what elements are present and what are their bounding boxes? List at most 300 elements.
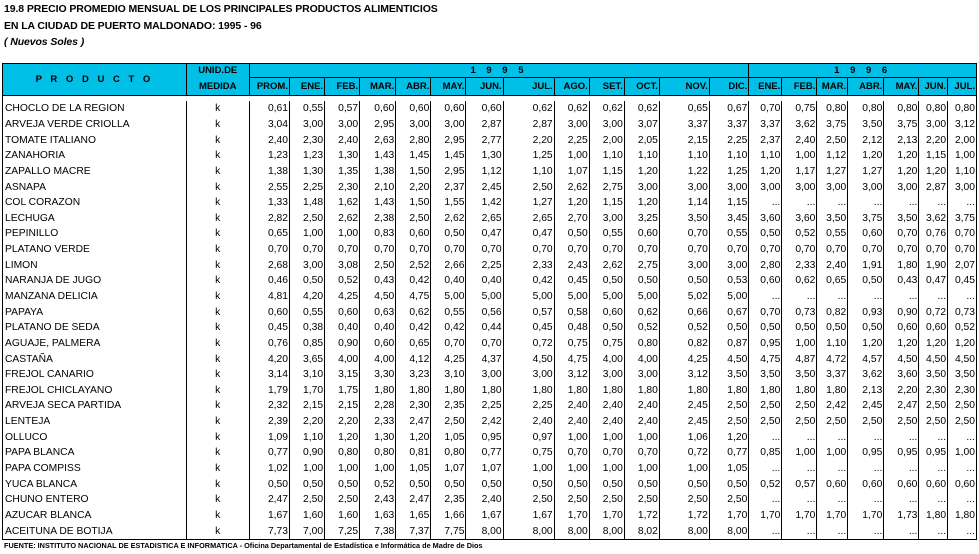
price-cell: 0,52	[360, 476, 396, 492]
product-name: ARVEJA VERDE CRIOLLA	[3, 117, 187, 133]
price-cell: 0,50	[624, 476, 659, 492]
price-cell: 3,00	[289, 117, 324, 133]
price-cell: 0,57	[325, 101, 360, 117]
price-cell: 2,75	[589, 179, 624, 195]
price-cell: 2,30	[325, 179, 360, 195]
price-cell: 3,00	[709, 179, 749, 195]
price-cell: 2,50	[919, 414, 948, 430]
price-cell: 0,62	[589, 101, 624, 117]
price-cell: ...	[948, 492, 977, 508]
producto-header: P R O D U C T O	[3, 64, 187, 96]
year-1995-header: 1 9 9 5	[249, 64, 749, 78]
price-cell: 0,50	[749, 226, 782, 242]
price-cell: 2,32	[249, 398, 289, 414]
price-cell: 0,43	[884, 273, 919, 289]
price-cell: 0,52	[659, 320, 709, 336]
product-name: PAPAYA	[3, 304, 187, 320]
price-cell: 0,43	[360, 273, 396, 289]
price-cell: 0,70	[466, 336, 503, 352]
price-cell: 7,25	[325, 523, 360, 539]
price-cell: 3,00	[749, 179, 782, 195]
price-cell: 0,40	[325, 320, 360, 336]
price-cell: 1,00	[554, 148, 589, 164]
price-cell: ...	[884, 461, 919, 477]
month-header-1995: ABR.	[396, 78, 431, 96]
price-cell: 2,40	[554, 398, 589, 414]
price-cell: 1,60	[325, 508, 360, 524]
price-cell: 0,50	[659, 273, 709, 289]
price-cell: 0,70	[249, 242, 289, 258]
price-cell: 0,55	[817, 226, 848, 242]
price-cell: 0,72	[503, 336, 554, 352]
unit-cell: k	[186, 351, 249, 367]
price-cell: 2,07	[948, 257, 977, 273]
price-cell: 3,62	[782, 117, 817, 133]
product-name: PAPA BLANCA	[3, 445, 187, 461]
price-cell: 0,62	[624, 101, 659, 117]
price-cell: 0,95	[919, 445, 948, 461]
price-cell: 0,95	[884, 445, 919, 461]
price-cell: 0,53	[709, 273, 749, 289]
price-cell: ...	[749, 461, 782, 477]
unit-cell: k	[186, 242, 249, 258]
month-header-1995: AGO.	[554, 78, 589, 96]
price-cell: 1,07	[466, 461, 503, 477]
price-cell: 1,00	[503, 461, 554, 477]
price-cell: 8,00	[503, 523, 554, 539]
table-row	[3, 445, 977, 461]
price-cell: 1,02	[249, 461, 289, 477]
price-cell: ...	[919, 461, 948, 477]
price-cell: 0,50	[289, 476, 324, 492]
price-cell: 3,00	[554, 117, 589, 133]
price-cell: 0,70	[589, 242, 624, 258]
price-cell: 0,67	[709, 101, 749, 117]
price-cell: ...	[919, 523, 948, 539]
price-cell: 1,23	[249, 148, 289, 164]
table-row	[3, 210, 977, 226]
price-cell: 4,75	[749, 351, 782, 367]
price-cell: 1,90	[919, 257, 948, 273]
price-cell: 0,50	[325, 476, 360, 492]
price-cell: 1,38	[249, 164, 289, 180]
product-name: LECHUGA	[3, 210, 187, 226]
price-cell: 2,62	[431, 210, 466, 226]
price-cell: 1,33	[249, 195, 289, 211]
price-cell: 0,60	[325, 304, 360, 320]
price-cell: 2,20	[884, 383, 919, 399]
price-cell: 0,76	[249, 336, 289, 352]
price-cell: 2,50	[782, 414, 817, 430]
price-cell: 3,00	[503, 367, 554, 383]
price-cell: 0,50	[554, 476, 589, 492]
price-cell: ...	[948, 461, 977, 477]
price-cell: 0,80	[919, 101, 948, 117]
price-cell: 0,62	[554, 101, 589, 117]
price-cell: 0,50	[709, 320, 749, 336]
month-header-1995: OCT.	[624, 78, 659, 96]
price-cell: 0,63	[360, 304, 396, 320]
price-cell: 1,80	[659, 383, 709, 399]
price-cell: 0,58	[554, 304, 589, 320]
price-cell: 3,10	[289, 367, 324, 383]
price-cell: ...	[848, 523, 884, 539]
price-cell: 0,65	[659, 101, 709, 117]
price-cell: 2,55	[249, 179, 289, 195]
price-cell: 2,47	[884, 398, 919, 414]
price-cell: 0,60	[749, 273, 782, 289]
price-cell: 8,00	[554, 523, 589, 539]
price-cell: 3,10	[431, 367, 466, 383]
price-cell: 8,00	[709, 523, 749, 539]
price-cell: ...	[919, 195, 948, 211]
price-cell: 2,75	[624, 257, 659, 273]
price-cell: 0,50	[659, 476, 709, 492]
price-cell: 1,45	[396, 148, 431, 164]
price-cell: 2,50	[589, 492, 624, 508]
price-cell: 1,15	[589, 164, 624, 180]
price-cell: 1,00	[289, 461, 324, 477]
month-header-1995: NOV.	[659, 78, 709, 96]
unit-cell: k	[186, 523, 249, 539]
price-cell: 1,30	[360, 429, 396, 445]
price-cell: 0,82	[659, 336, 709, 352]
price-cell: 1,80	[503, 383, 554, 399]
price-cell: ...	[919, 429, 948, 445]
price-cell: 2,65	[466, 210, 503, 226]
price-cell: 0,70	[709, 242, 749, 258]
price-cell: 1,70	[817, 508, 848, 524]
price-cell: 0,75	[554, 336, 589, 352]
price-cell: 4,50	[709, 351, 749, 367]
price-cell: 1,00	[948, 445, 977, 461]
price-cell: 2,33	[782, 257, 817, 273]
table-row	[3, 148, 977, 164]
price-cell: 2,42	[817, 398, 848, 414]
price-cell: 0,40	[360, 320, 396, 336]
price-cell: 4,37	[466, 351, 503, 367]
price-cell: 3,37	[709, 117, 749, 133]
table-row	[3, 101, 977, 117]
unit-cell: k	[186, 195, 249, 211]
price-cell: 2,82	[249, 210, 289, 226]
price-cell: 1,05	[396, 461, 431, 477]
price-cell: 1,25	[503, 148, 554, 164]
product-name: MANZANA DELICIA	[3, 289, 187, 305]
price-cell: 5,00	[624, 289, 659, 305]
price-cell: 1,00	[782, 148, 817, 164]
price-cell: 1,65	[396, 508, 431, 524]
table-row	[3, 164, 977, 180]
price-cell: 2,50	[709, 414, 749, 430]
price-cell: 3,00	[466, 367, 503, 383]
product-name: FREJOL CHICLAYANO	[3, 383, 187, 399]
price-cell: 5,00	[466, 289, 503, 305]
price-cell: ...	[948, 195, 977, 211]
price-cell: 1,35	[325, 164, 360, 180]
month-header-1996: JUL.	[948, 78, 977, 96]
price-cell: 1,42	[466, 195, 503, 211]
price-cell: 0,67	[709, 304, 749, 320]
product-name: ARVEJA SECA PARTIDA	[3, 398, 187, 414]
price-cell: 2,40	[589, 414, 624, 430]
unit-cell: k	[186, 117, 249, 133]
price-cell: 2,50	[848, 414, 884, 430]
price-cell: ...	[817, 461, 848, 477]
price-cell: 0,60	[919, 476, 948, 492]
unit-cell: k	[186, 476, 249, 492]
price-cell: ...	[948, 523, 977, 539]
price-cell: 0,60	[948, 476, 977, 492]
price-cell: 0,42	[396, 320, 431, 336]
price-cell: 0,82	[817, 304, 848, 320]
price-cell: 0,60	[396, 101, 431, 117]
price-cell: 3,30	[360, 367, 396, 383]
price-cell: 2,50	[659, 492, 709, 508]
price-cell: 1,43	[360, 148, 396, 164]
price-cell: 2,30	[948, 383, 977, 399]
price-cell: 1,07	[554, 164, 589, 180]
price-cell: 0,60	[919, 320, 948, 336]
price-cell: 1,70	[848, 508, 884, 524]
price-cell: 0,42	[396, 273, 431, 289]
price-cell: ...	[817, 289, 848, 305]
price-cell: 5,02	[659, 289, 709, 305]
price-cell: 1,09	[249, 429, 289, 445]
price-cell: 0,50	[249, 476, 289, 492]
price-cell: 0,38	[289, 320, 324, 336]
price-cell: 0,60	[396, 226, 431, 242]
price-cell: 4,25	[325, 289, 360, 305]
price-cell: 2,40	[589, 398, 624, 414]
price-cell: 2,47	[396, 414, 431, 430]
price-cell: 0,50	[431, 226, 466, 242]
price-cell: ...	[817, 429, 848, 445]
price-cell: 2,63	[360, 132, 396, 148]
price-cell: 0,52	[948, 320, 977, 336]
product-name: ZANAHORIA	[3, 148, 187, 164]
price-cell: 4,50	[884, 351, 919, 367]
price-cell: 2,20	[289, 414, 324, 430]
price-cell: 0,50	[782, 320, 817, 336]
price-cell: 2,52	[396, 257, 431, 273]
price-cell: 0,40	[431, 273, 466, 289]
price-cell: 3,50	[709, 367, 749, 383]
price-cell: 3,65	[289, 351, 324, 367]
price-cell: 0,70	[589, 445, 624, 461]
price-cell: 0,57	[503, 304, 554, 320]
table-row	[3, 476, 977, 492]
price-cell: 1,50	[396, 164, 431, 180]
price-cell: 0,90	[884, 304, 919, 320]
price-cell: 2,33	[503, 257, 554, 273]
price-cell: 2,45	[466, 179, 503, 195]
price-cell: 1,30	[466, 148, 503, 164]
price-cell: ...	[817, 492, 848, 508]
price-cell: 0,70	[624, 445, 659, 461]
price-cell: 0,55	[289, 304, 324, 320]
price-cell: 0,80	[848, 101, 884, 117]
price-cell: 1,27	[848, 164, 884, 180]
table-row	[3, 132, 977, 148]
price-cell: 0,70	[948, 242, 977, 258]
price-cell: 3,00	[325, 117, 360, 133]
unit-cell: k	[186, 336, 249, 352]
price-cell: 0,70	[659, 226, 709, 242]
price-cell: 4,81	[249, 289, 289, 305]
price-cell: 0,70	[919, 242, 948, 258]
month-header-1995: SET.	[589, 78, 624, 96]
price-cell: 3,25	[624, 210, 659, 226]
price-cell: 0,52	[749, 476, 782, 492]
source-note: FUENTE: INSTITUTO NACIONAL DE ESTADISTICA E INFORMATICA - Oficina Departamental de Estadística e Informática de Madre de Dios	[4, 541, 483, 550]
price-cell: ...	[782, 429, 817, 445]
price-cell: 2,25	[503, 398, 554, 414]
price-cell: 1,00	[589, 461, 624, 477]
price-cell: 1,75	[325, 383, 360, 399]
price-cell: 0,55	[589, 226, 624, 242]
price-cell: 2,13	[884, 132, 919, 148]
month-header-1995: JUL.	[503, 78, 554, 96]
price-cell: 1,17	[782, 164, 817, 180]
price-cell: 0,70	[325, 242, 360, 258]
price-cell: 0,62	[503, 101, 554, 117]
price-cell: ...	[884, 289, 919, 305]
price-cell: 1,00	[948, 148, 977, 164]
price-cell: 8,00	[659, 523, 709, 539]
price-cell: 0,80	[325, 445, 360, 461]
unit-cell: k	[186, 148, 249, 164]
price-cell: 1,15	[919, 148, 948, 164]
price-cell: 3,45	[709, 210, 749, 226]
month-header-1995: FEB.	[325, 78, 360, 96]
price-cell: 0,70	[848, 242, 884, 258]
price-cell: 0,56	[466, 304, 503, 320]
price-cell: 2,45	[848, 398, 884, 414]
price-cell: 2,30	[289, 132, 324, 148]
price-cell: 1,48	[289, 195, 324, 211]
price-cell: 1,23	[289, 148, 324, 164]
price-cell: 0,42	[431, 320, 466, 336]
price-cell: 0,50	[589, 273, 624, 289]
unit-cell: k	[186, 164, 249, 180]
price-cell: ...	[948, 289, 977, 305]
product-name: FREJOL CANARIO	[3, 367, 187, 383]
price-cell: 0,95	[466, 429, 503, 445]
price-cell: 0,80	[431, 445, 466, 461]
price-cell: 3,50	[884, 210, 919, 226]
unit-cell: k	[186, 367, 249, 383]
price-cell: 3,60	[749, 210, 782, 226]
price-cell: 1,00	[624, 429, 659, 445]
price-cell: 2,66	[431, 257, 466, 273]
price-cell: 1,27	[817, 164, 848, 180]
price-cell: 5,00	[503, 289, 554, 305]
price-cell: 4,20	[249, 351, 289, 367]
table-row	[3, 320, 977, 336]
price-cell: 2,20	[396, 179, 431, 195]
table-row	[3, 289, 977, 305]
price-cell: 4,00	[589, 351, 624, 367]
price-cell: 2,20	[325, 414, 360, 430]
price-cell: 0,50	[503, 476, 554, 492]
price-cell: 1,10	[709, 148, 749, 164]
price-cell: 1,80	[919, 508, 948, 524]
price-cell: 0,55	[289, 101, 324, 117]
price-cell: 2,50	[948, 398, 977, 414]
price-cell: 0,47	[503, 226, 554, 242]
month-header-1996: FEB.	[782, 78, 817, 96]
price-cell: 0,62	[782, 273, 817, 289]
price-cell: 1,12	[466, 164, 503, 180]
price-cell: 4,25	[659, 351, 709, 367]
price-cell: 2,70	[554, 210, 589, 226]
unit-cell: k	[186, 132, 249, 148]
table-row	[3, 117, 977, 133]
table-row	[3, 304, 977, 320]
price-cell: 3,12	[948, 117, 977, 133]
price-cell: 1,20	[848, 148, 884, 164]
price-cell: 3,00	[659, 179, 709, 195]
price-cell: 3,00	[884, 179, 919, 195]
price-cell: 0,95	[848, 445, 884, 461]
price-cell: 2,62	[589, 257, 624, 273]
unit-cell: k	[186, 101, 249, 117]
price-cell: 3,60	[884, 367, 919, 383]
price-cell: 2,20	[503, 132, 554, 148]
price-cell: 3,00	[289, 257, 324, 273]
price-cell: 0,60	[848, 476, 884, 492]
price-cell: 2,50	[709, 398, 749, 414]
price-cell: 7,00	[289, 523, 324, 539]
price-cell: 3,15	[325, 367, 360, 383]
table-subtitle: EN LA CIUDAD DE PUERTO MALDONADO: 1995 - 96	[4, 20, 262, 32]
price-cell: 1,10	[624, 148, 659, 164]
month-header-1996: ABR.	[848, 78, 884, 96]
table-row	[3, 195, 977, 211]
price-cell: 0,50	[289, 273, 324, 289]
unit-cell: k	[186, 320, 249, 336]
price-cell: 0,60	[589, 304, 624, 320]
price-cell: 1,80	[709, 383, 749, 399]
price-cell: 2,68	[249, 257, 289, 273]
price-cell: 1,67	[466, 508, 503, 524]
price-cell: 1,80	[431, 383, 466, 399]
price-cell: 3,12	[659, 367, 709, 383]
price-cell: 0,60	[817, 476, 848, 492]
price-cell: 2,05	[624, 132, 659, 148]
price-cell: 0,70	[884, 242, 919, 258]
month-header-1996: JUN.	[919, 78, 948, 96]
unit-cell: k	[186, 179, 249, 195]
price-cell: 1,80	[624, 383, 659, 399]
price-cell: 0,72	[919, 304, 948, 320]
price-cell: 2,80	[749, 257, 782, 273]
price-cell: 2,50	[749, 398, 782, 414]
price-cell: 1,10	[749, 148, 782, 164]
price-cell: 0,72	[659, 445, 709, 461]
price-cell: 2,25	[554, 132, 589, 148]
price-cell: 1,06	[659, 429, 709, 445]
price-cell: ...	[919, 289, 948, 305]
price-cell: 0,60	[624, 226, 659, 242]
price-cell: 2,12	[848, 132, 884, 148]
price-cell: 2,50	[709, 492, 749, 508]
price-cell: 2,62	[325, 210, 360, 226]
product-name: COL CORAZON	[3, 195, 187, 211]
price-cell: 2,50	[749, 414, 782, 430]
price-cell: 2,80	[396, 132, 431, 148]
